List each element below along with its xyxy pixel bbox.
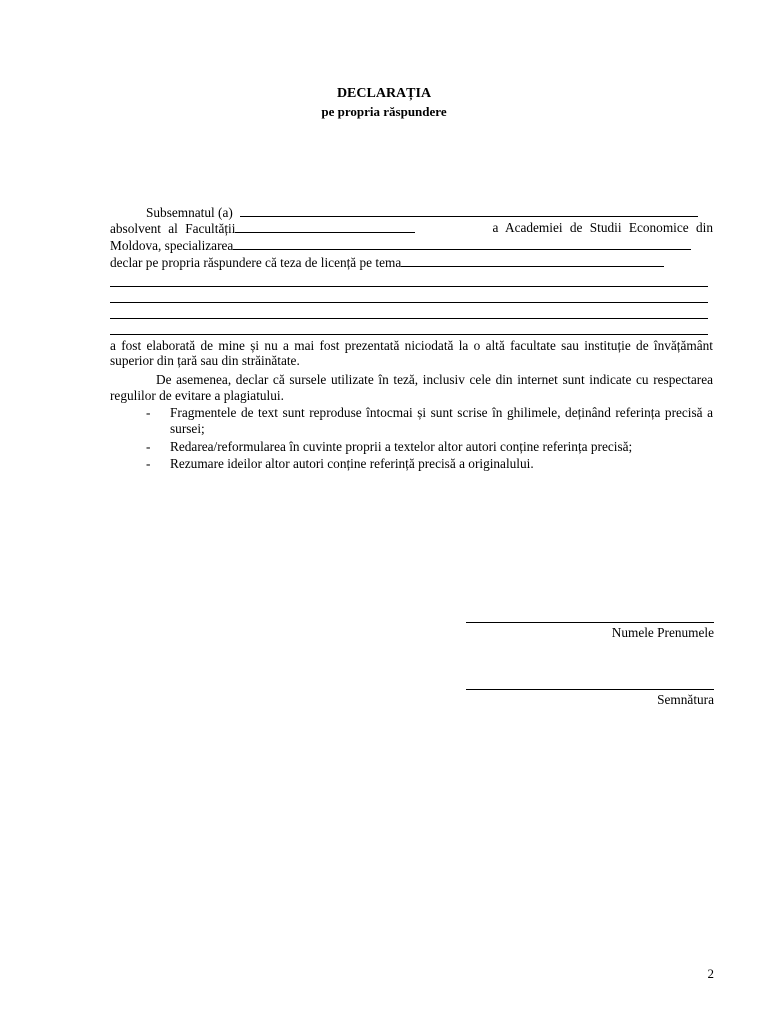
bullet-marker: - — [146, 405, 151, 420]
bullet-marker: - — [146, 439, 151, 454]
signature-label: Semnătura — [657, 692, 714, 707]
tema-row — [110, 254, 664, 271]
specializare-row — [110, 237, 691, 254]
faculty-blank-field[interactable] — [235, 220, 415, 233]
bullet-marker: - — [146, 456, 151, 471]
bullet-item: Rezumare ideilor altor autori conține referință precisă a originalului. — [170, 456, 534, 471]
name-label: Numele Prenumele — [611, 625, 714, 640]
signature-line[interactable] — [466, 689, 714, 690]
page-number: 2 — [707, 966, 714, 981]
bullet-item: Fragmentele de text sunt reproduse întocmai și sunt scrise în ghilimele, deținând referința precisă a sursei; — [170, 405, 713, 436]
academia-text: a Academiei de Studii Economice din — [492, 220, 713, 235]
specializare-label: Moldova, specializarea — [110, 238, 234, 253]
name-signature-line[interactable] — [466, 622, 714, 623]
subsemnatul-row — [146, 204, 698, 221]
declaration-paragraph: a fost elaborată de mine și nu a mai fost prezentată niciodată la o altă facultate sau instituție de învățământ superior din țară sau din străinătate. — [110, 338, 713, 368]
thesis-topic-line-1[interactable] — [110, 286, 708, 287]
document-subtitle: pe propria răspundere — [321, 104, 447, 119]
thesis-topic-line-3[interactable] — [110, 318, 708, 319]
tema-label: declar pe propria răspundere că teza de licență pe tema — [110, 255, 402, 270]
bullet-item: Redarea/reformularea în cuvinte proprii a textelor altor autori conține referința precisă; — [170, 439, 633, 454]
facultate-row — [110, 220, 415, 237]
thesis-topic-line-4[interactable] — [110, 334, 708, 335]
subsemnatul-label: Subsemnatul (a) — [146, 205, 233, 220]
thesis-topic-line-2[interactable] — [110, 302, 708, 303]
document-title: DECLARAȚIA — [336, 86, 432, 101]
name-blank-field[interactable] — [240, 204, 698, 217]
absolvent-label: absolvent al Facultății — [110, 221, 236, 236]
sources-paragraph: De asemenea, declar că sursele utilizate în teză, inclusiv cele din internet sunt indicate cu respectarea regulilor de evitare a plagiatului. — [110, 372, 713, 403]
thesis-topic-blank-field[interactable] — [401, 254, 664, 267]
specialization-blank-field[interactable] — [233, 237, 691, 250]
